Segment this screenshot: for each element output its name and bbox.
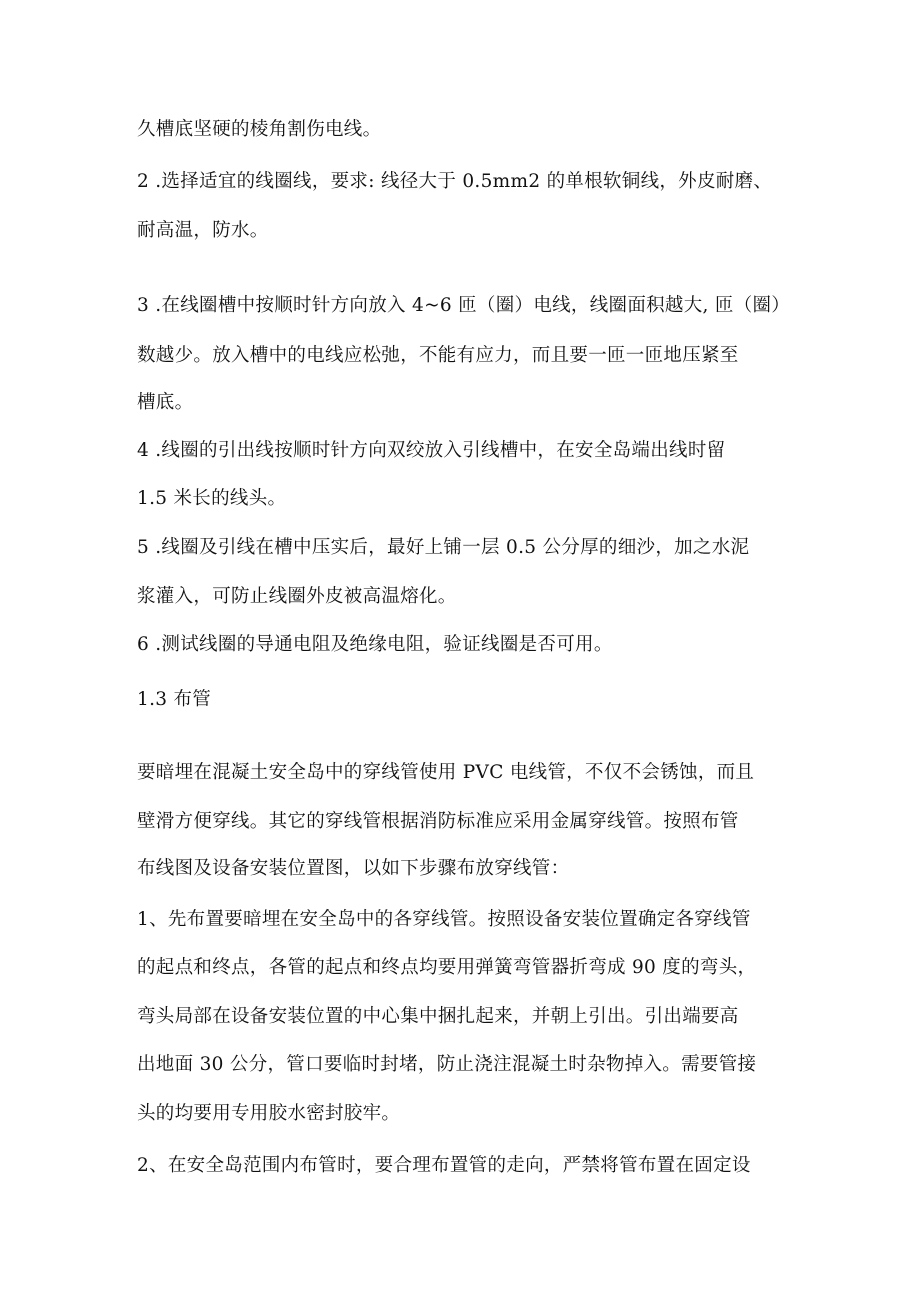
text-line-18: 出地面 30 公分，管口要临时封堵，防止浇注混凝土时杂物掉入。需要管接 <box>137 1054 757 1075</box>
text-line-7: 4 .线圈的引出线按顺时针方向双绞放入引线槽中，在安全岛端出线时留 <box>137 440 726 461</box>
text-line-2: 2 .选择适宜的线圈线，要求: 线径大于 0.5mm2 的单根软铜线，外皮耐磨、 <box>137 171 773 192</box>
text-line-14: 布线图及设备安装位置图，以如下步骤布放穿线管： <box>137 858 570 879</box>
text-line-6: 槽底。 <box>137 392 194 413</box>
text-line-1: 久槽底坚硬的棱角割伤电线。 <box>137 119 382 140</box>
text-line-13: 壁滑方便穿线。其它的穿线管根据消防标准应采用金属穿线管。按照布管 <box>137 811 739 832</box>
text-line-12: 要暗埋在混凝土安全岛中的穿线管使用 PVC 电线管，不仅不会锈蚀，而且 <box>137 762 755 783</box>
text-line-4: 3 .在线圈槽中按顺时针方向放入 4~6 匝（圈）电线，线圈面积越大, 匝（圈） <box>137 295 791 316</box>
text-line-10: 浆灌入，可防止线圈外皮被高温熔化。 <box>137 586 457 607</box>
section-heading: 1.3 布管 <box>137 689 212 710</box>
text-line-16: 的起点和终点，各管的起点和终点均要用弹簧弯管器折弯成 90 度的弯头， <box>137 957 757 978</box>
text-line-5: 数越少。放入槽中的电线应松弛，不能有应力，而且要一匝一匝地压紧至 <box>137 345 739 366</box>
text-line-11: 6 .测试线圈的导通电阻及绝缘电阻，验证线圈是否可用。 <box>137 634 613 655</box>
text-line-8: 1.5 米长的线头。 <box>137 488 287 509</box>
text-line-3: 耐高温，防水。 <box>137 220 269 241</box>
text-line-17: 弯头局部在设备安装位置的中心集中捆扎起来，并朝上引出。引出端要高 <box>137 1006 739 1027</box>
text-line-15: 1、先布置要暗埋在安全岛中的各穿线管。按照设备安装位置确定各穿线管 <box>137 909 751 930</box>
text-line-19: 头的均要用专用胶水密封胶牢。 <box>137 1103 401 1124</box>
text-line-9: 5 .线圈及引线在槽中压实后，最好上铺一层 0.5 公分厚的细沙，加之水泥 <box>137 537 750 558</box>
text-line-20: 2、在安全岛范围内布管时，要合理布置管的走向，严禁将管布置在固定设 <box>137 1155 751 1176</box>
